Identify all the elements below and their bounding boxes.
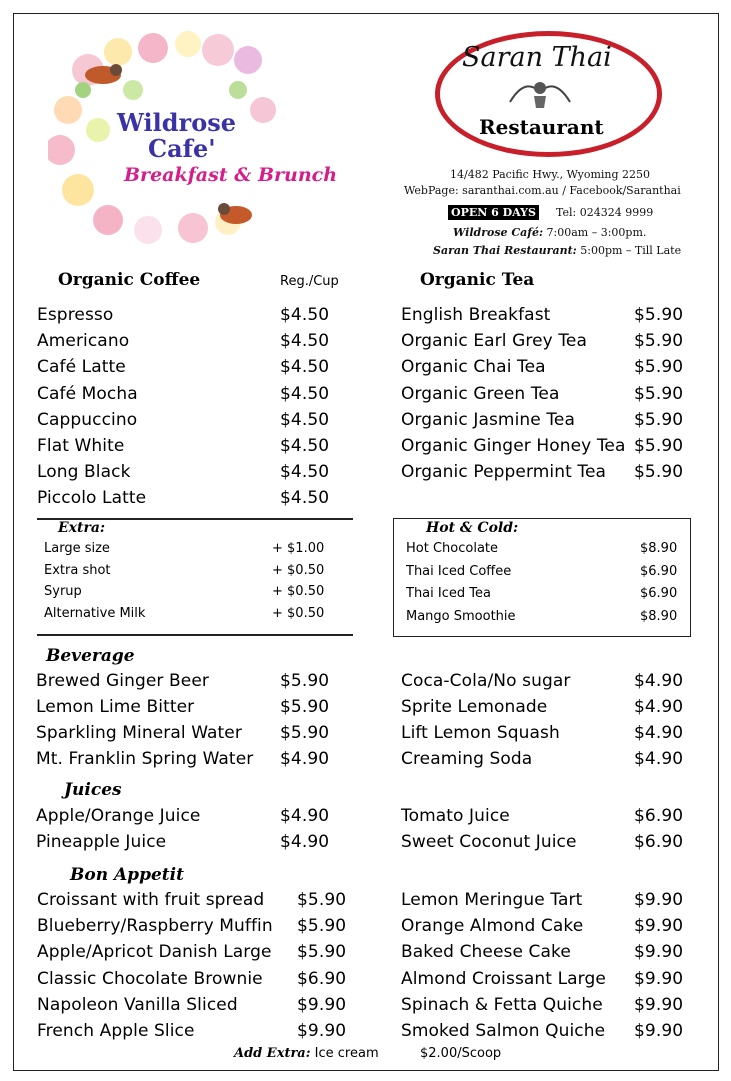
add-extra-price: $2.00/Scoop (420, 1046, 502, 1061)
hot-cold-item-price: $8.90 (640, 541, 678, 556)
coffee-heading: Organic Coffee (58, 270, 201, 290)
hot-cold-item-name: Mango Smoothie (406, 608, 516, 624)
beverage-item-name: Mt. Franklin Spring Water (36, 749, 254, 769)
extra-item-name: Large size (44, 541, 110, 556)
hot-cold-item-price: $6.90 (640, 563, 678, 579)
wildrose-subtitle: Breakfast & Brunch (124, 164, 338, 186)
coffee-item-name: Cappuccino (37, 409, 138, 430)
beverage-item-price: $5.90 (280, 671, 330, 691)
bon-appetit-item-name: Orange Almond Cake (401, 916, 584, 937)
thai-dancer-icon (500, 72, 580, 112)
extra-item-name: Alternative Milk (44, 605, 146, 621)
wildrose-hours: Wildrose Café: 7:00am – 3:00pm. (453, 226, 647, 239)
beverage-item-price: $5.90 (280, 697, 330, 717)
coffee-item-price: $4.50 (280, 436, 330, 456)
coffee-item-name: Piccolo Latte (37, 488, 147, 509)
extra-item-price: + $0.50 (272, 584, 325, 599)
tea-item-price: $5.90 (634, 357, 684, 378)
bon-appetit-item-name: Croissant with fruit spread (37, 890, 265, 910)
wildrose-title: Wildrose (117, 108, 236, 137)
coffee-item-name: Café Latte (37, 357, 126, 378)
bon-appetit-item-name: Apple/Apricot Danish Large (37, 942, 272, 963)
beverage-item-name: Brewed Ginger Beer (36, 671, 209, 691)
tea-item-name: Organic Ginger Honey Tea (401, 436, 626, 456)
bon-appetit-item-price: $5.90 (297, 916, 347, 937)
bon-appetit-item-price: $6.90 (297, 968, 347, 989)
coffee-item-name: Americano (37, 331, 130, 352)
telephone: Tel: 024324 9999 (556, 206, 654, 219)
bon-appetit-item-name: Napoleon Vanilla Sliced (37, 994, 238, 1015)
bon-appetit-item-price: $5.90 (297, 942, 347, 963)
bon-appetit-item-price: $9.90 (634, 942, 684, 963)
beverage-item-price: $5.90 (280, 723, 330, 743)
address: 14/482 Pacific Hwy., Wyoming 2250 (450, 168, 651, 181)
bon-appetit-item-price: $9.90 (634, 1021, 684, 1041)
juice-item-price: $6.90 (634, 806, 684, 826)
bon-appetit-heading: Bon Appetit (70, 865, 184, 885)
coffee-item-price: $4.50 (280, 305, 330, 325)
bon-appetit-item-name: Baked Cheese Cake (401, 942, 571, 963)
beverage-item-price: $4.90 (634, 723, 684, 743)
juice-item-name: Sweet Coconut Juice (401, 832, 577, 852)
beverage-item-price: $4.90 (634, 697, 684, 717)
tea-item-price: $5.90 (634, 331, 684, 352)
tea-item-name: Organic Jasmine Tea (401, 409, 576, 430)
tea-item-name: English Breakfast (401, 305, 551, 325)
beverage-item-name: Lift Lemon Squash (401, 723, 560, 743)
tea-item-price: $5.90 (634, 305, 684, 325)
beverage-item-price: $4.90 (634, 671, 684, 691)
bon-appetit-item-name: Classic Chocolate Brownie (37, 968, 263, 989)
bon-appetit-item-name: Spinach & Fetta Quiche (401, 994, 603, 1015)
extra-item-name: Extra shot (44, 562, 111, 578)
juice-item-price: $6.90 (634, 832, 684, 852)
hot-cold-item-name: Hot Chocolate (406, 541, 499, 556)
bon-appetit-item-price: $9.90 (634, 968, 684, 989)
beverage-item-price: $4.90 (280, 749, 330, 769)
coffee-item-name: Flat White (37, 436, 125, 456)
hot-cold-item-name: Thai Iced Tea (406, 586, 491, 601)
beverage-item-name: Coca-Cola/No sugar (401, 671, 571, 691)
tea-item-name: Organic Green Tea (401, 383, 560, 404)
coffee-item-name: Long Black (37, 462, 131, 483)
juice-item-name: Tomato Juice (401, 806, 510, 826)
saran-hours: Saran Thai Restaurant: 5:00pm – Till Late (433, 244, 682, 257)
extra-heading: Extra: (58, 520, 106, 536)
open-badge: OPEN 6 DAYS (448, 206, 539, 219)
saran-thai-name: Saran Thai (462, 42, 612, 73)
tea-item-price: $5.90 (634, 462, 684, 483)
coffee-item-name: Café Mocha (37, 383, 138, 404)
extra-bottom-rule (37, 634, 353, 636)
beverage-item-name: Creaming Soda (401, 749, 533, 769)
coffee-item-price: $4.50 (280, 409, 330, 430)
extra-item-price: + $1.00 (272, 541, 325, 556)
saran-thai-restaurant: Restaurant (479, 115, 604, 139)
bon-appetit-item-price: $9.90 (297, 994, 347, 1015)
coffee-item-price: $4.50 (280, 488, 330, 509)
coffee-item-price: $4.50 (280, 357, 330, 378)
coffee-item-price: $4.50 (280, 331, 330, 352)
web-info: WebPage: saranthai.com.au / Facebook/Saranthai (404, 184, 681, 197)
tea-item-name: Organic Earl Grey Tea (401, 331, 587, 352)
beverage-heading: Beverage (46, 646, 135, 666)
beverage-item-name: Lemon Lime Bitter (36, 697, 195, 717)
juice-item-price: $4.90 (280, 806, 330, 826)
extra-item-price: + $0.50 (272, 562, 325, 578)
bon-appetit-item-price: $9.90 (634, 994, 684, 1015)
hot-cold-item-price: $8.90 (640, 608, 678, 624)
juice-item-price: $4.90 (280, 832, 330, 852)
bon-appetit-item-name: French Apple Slice (37, 1021, 195, 1041)
bon-appetit-item-name: Almond Croissant Large (401, 968, 606, 989)
extra-item-name: Syrup (44, 584, 82, 599)
bon-appetit-item-name: Smoked Salmon Quiche (401, 1021, 606, 1041)
reg-cup-label: Reg./Cup (280, 274, 339, 289)
coffee-item-name: Espresso (37, 305, 114, 325)
tea-item-price: $5.90 (634, 383, 684, 404)
hot-cold-heading: Hot & Cold: (426, 520, 519, 536)
tea-item-price: $5.90 (634, 409, 684, 430)
add-extra-line: Add Extra: Ice cream (234, 1046, 379, 1061)
bon-appetit-item-name: Blueberry/Raspberry Muffin (37, 916, 273, 937)
coffee-item-price: $4.50 (280, 462, 330, 483)
juice-item-name: Apple/Orange Juice (36, 806, 201, 826)
coffee-item-price: $4.50 (280, 383, 330, 404)
extra-item-price: + $0.50 (272, 605, 325, 621)
juices-heading: Juices (64, 780, 122, 800)
tea-item-price: $5.90 (634, 436, 684, 456)
beverage-item-price: $4.90 (634, 749, 684, 769)
hot-cold-item-price: $6.90 (640, 586, 678, 601)
bon-appetit-item-price: $9.90 (634, 890, 684, 910)
beverage-item-name: Sprite Lemonade (401, 697, 548, 717)
wildrose-cafe: Cafe' (148, 134, 216, 163)
hot-cold-item-name: Thai Iced Coffee (406, 563, 512, 579)
bon-appetit-item-price: $5.90 (297, 890, 347, 910)
tea-heading: Organic Tea (420, 270, 535, 290)
beverage-item-name: Sparkling Mineral Water (36, 723, 242, 743)
tea-item-name: Organic Peppermint Tea (401, 462, 607, 483)
bon-appetit-item-name: Lemon Meringue Tart (401, 890, 583, 910)
bon-appetit-item-price: $9.90 (634, 916, 684, 937)
juice-item-name: Pineapple Juice (36, 832, 167, 852)
bon-appetit-item-price: $9.90 (297, 1021, 347, 1041)
tea-item-name: Organic Chai Tea (401, 357, 546, 378)
